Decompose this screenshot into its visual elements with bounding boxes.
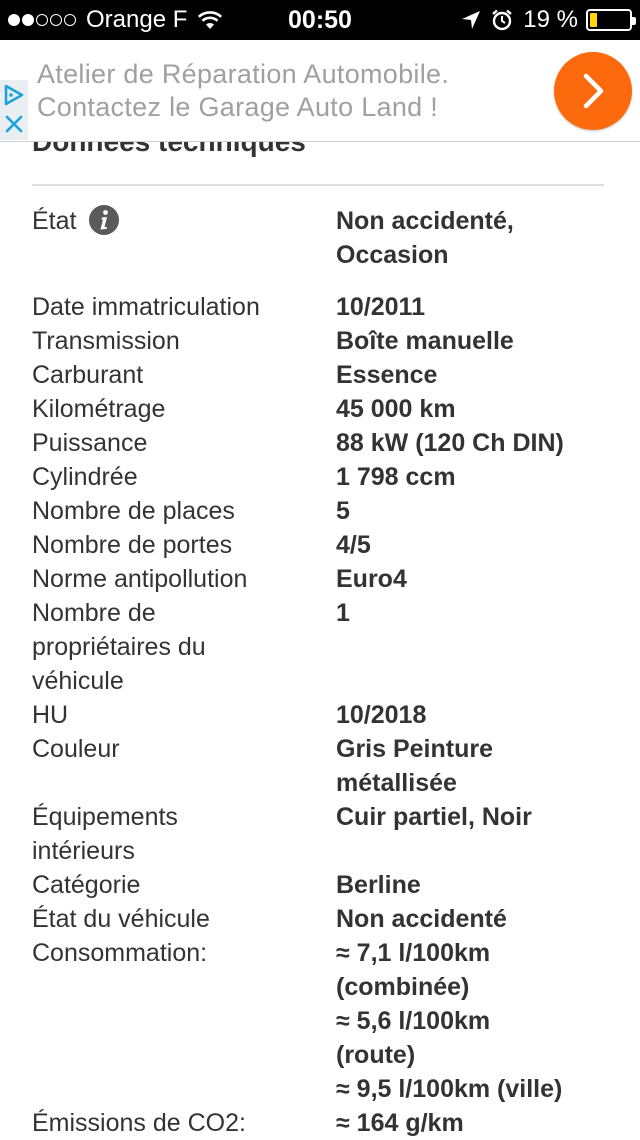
spec-label: Nombre de places xyxy=(32,497,235,525)
spec-label: Consommation: xyxy=(32,939,208,967)
spec-label: Transmission xyxy=(32,327,180,355)
status-right xyxy=(461,0,632,40)
status-bar xyxy=(0,0,640,40)
alarm-clock-icon xyxy=(491,9,513,31)
spec-value xyxy=(336,732,636,800)
battery-level-fill xyxy=(590,13,597,27)
spec-label: Nombre de portes xyxy=(32,531,233,559)
spec-label: Catégorie xyxy=(32,871,141,899)
battery-icon xyxy=(586,9,632,31)
spec-value xyxy=(336,204,636,272)
spec-label: Norme antipollution xyxy=(32,565,248,593)
spec-label: Carburant xyxy=(32,361,144,389)
spec-label: Émissions de CO2: xyxy=(32,1109,246,1137)
ad-banner[interactable] xyxy=(0,40,640,142)
info-icon[interactable] xyxy=(88,204,120,236)
spec-value-line: ≈ 9,5 l/100km (ville) xyxy=(336,1075,563,1103)
status-time: 00:50 xyxy=(288,6,352,34)
ad-choices-box xyxy=(0,80,28,140)
ad-line-1: Atelier de Réparation Automobile. xyxy=(37,59,450,89)
spec-label: HU xyxy=(32,701,69,729)
spec-value-line: 1 xyxy=(336,599,350,627)
spec-value-line: métallisée xyxy=(336,769,457,797)
spec-value-line: Occasion xyxy=(336,241,449,269)
spec-label: État du véhicule xyxy=(32,905,210,933)
close-icon[interactable] xyxy=(2,112,26,136)
spec-value-line: Essence xyxy=(336,361,438,389)
ad-open-button[interactable] xyxy=(554,52,632,130)
spec-label: Cylindrée xyxy=(32,463,138,491)
spec-value-line: (route) xyxy=(336,1041,416,1069)
technical-data-section xyxy=(0,142,640,1136)
spec-value-line: Gris Peinture xyxy=(336,735,493,763)
spec-value xyxy=(336,698,636,732)
spec-value-line: 1 798 ccm xyxy=(336,463,456,491)
battery-tip xyxy=(632,17,636,25)
spec-label: État xyxy=(32,204,322,238)
ad-line-2: Contactez le Garage Auto Land ! xyxy=(37,92,439,122)
spec-value xyxy=(336,562,636,596)
ad-text[interactable] xyxy=(37,58,537,124)
spec-value-line: ≈ 7,1 l/100km xyxy=(336,939,491,967)
spec-value-line: 4/5 xyxy=(336,531,371,559)
spec-value-line: 5 xyxy=(336,497,350,525)
spec-value xyxy=(336,596,636,630)
spec-value xyxy=(336,324,636,358)
spec-value xyxy=(336,494,636,528)
spec-value-line: Berline xyxy=(336,871,421,899)
spec-value-line: ≈ 5,6 l/100km xyxy=(336,1007,491,1035)
spec-value-line: Non accidenté, xyxy=(336,207,514,235)
spec-value-line: 45 000 km xyxy=(336,395,456,423)
spec-value-line: Euro4 xyxy=(336,565,407,593)
spec-value xyxy=(336,528,636,562)
spec-value-line: (combinée) xyxy=(336,973,470,1001)
spec-value xyxy=(336,426,636,460)
spec-label: Kilométrage xyxy=(32,395,166,423)
spec-label: Équipements intérieurs xyxy=(32,803,178,865)
spec-value xyxy=(336,936,636,1106)
location-arrow-icon xyxy=(461,10,481,30)
spec-value-line: Non accidenté xyxy=(336,905,507,933)
spec-value xyxy=(336,460,636,494)
carrier-name: Orange F xyxy=(86,6,188,33)
spec-value-line: Boîte manuelle xyxy=(336,327,514,355)
spec-value-line: 10/2018 xyxy=(336,701,427,729)
spec-value xyxy=(336,392,636,426)
spec-value xyxy=(336,868,636,902)
spec-label: Nombre de propriétaires du véhicule xyxy=(32,599,206,695)
divider xyxy=(32,184,604,186)
battery-percent: 19 % xyxy=(523,6,578,33)
spec-value xyxy=(336,290,636,324)
spec-label: Couleur xyxy=(32,735,120,763)
spec-label: Date immatriculation xyxy=(32,293,260,321)
spec-value-line: 88 kW (120 Ch DIN) xyxy=(336,429,564,457)
spec-value xyxy=(336,902,636,936)
spec-label: Puissance xyxy=(32,429,148,457)
spec-value-line: Cuir partiel, Noir xyxy=(336,803,532,831)
chevron-right-icon xyxy=(576,71,610,111)
spec-value xyxy=(336,800,636,834)
spec-value xyxy=(336,1106,636,1140)
spec-value xyxy=(336,358,636,392)
spec-value-line: 10/2011 xyxy=(336,293,425,321)
adchoices-icon[interactable] xyxy=(1,82,27,108)
spec-value-line: ≈ 164 g/km xyxy=(336,1109,464,1137)
